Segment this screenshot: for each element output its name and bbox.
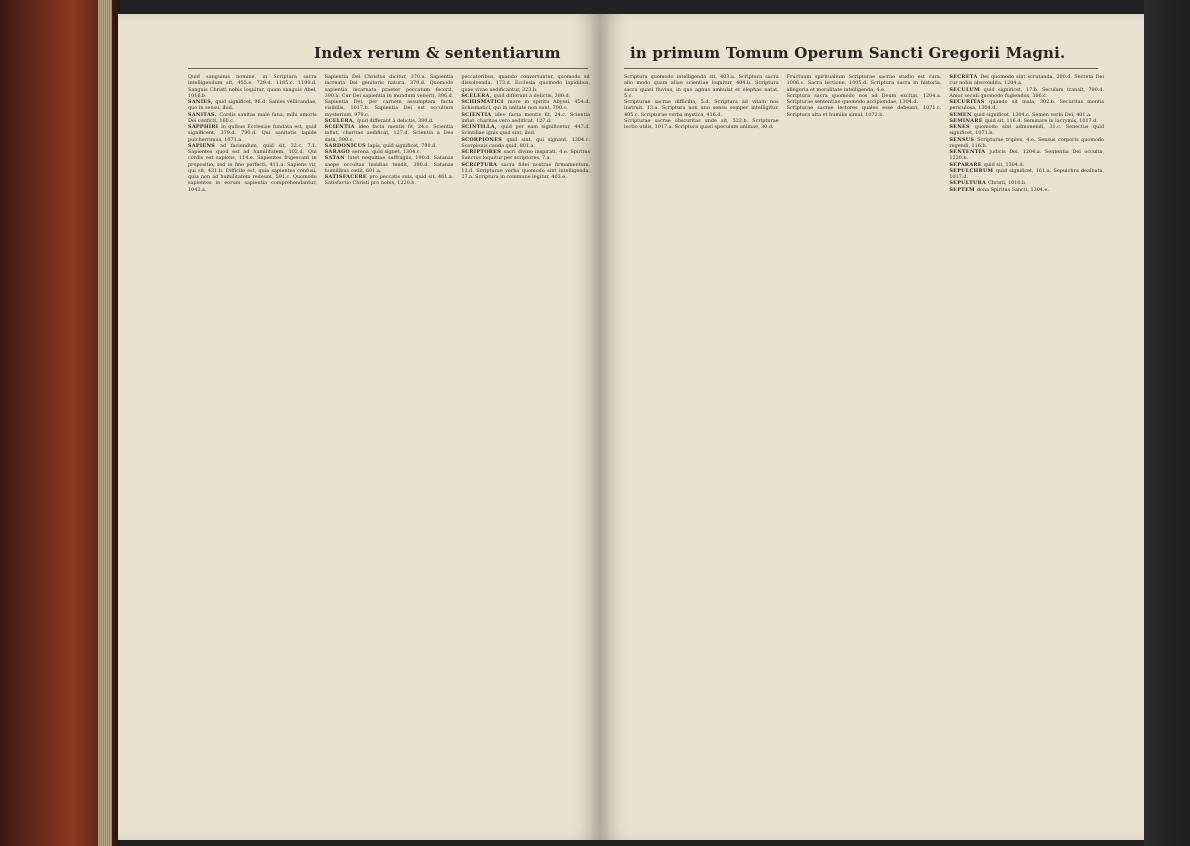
index-lemma: SENES [949,124,975,130]
index-text: Sapientia Dei Christus dicitur, 370.a. Sapientia increata Dei genitoris natura, 379.d. Quomodo sapientia incarnata praeter peccatum fecerit, 390.a. Cur Dei sapientia in mundum venerit, 396.d. Sapientia Dei, per carnem assumptam facta visibilis, 1017.b. Sapientia Dei est occultum mysterium, 979.c. [324,74,454,118]
right-head-rule [624,68,1098,69]
index-text: latet nequitiae suffragiis, 190.d. Satanas saepe occultas insidias tendit, 390.d. Satanas humilibus cedit, 601.a. [324,155,454,174]
index-lemma: SEMEN [949,111,974,118]
index-entry [325,155,454,174]
left-head-rule [188,68,588,69]
index-text: quid significet, 17.b. Seculum transit, 790.d. Amor seculi quomodo fugiendus, 396.c. [949,86,1105,99]
index-entry [188,99,317,112]
index-text: sacra fidei nostrae firmamentum, 13.d. Scripturae verba quomodo sint intelligenda, 27.a. Scriptura in commune legitur, 403.e. [461,161,591,180]
index-text: serena, quid signet, 1304.c. [352,149,422,155]
index-entry [787,74,942,93]
index-text: peccatoribus, quando convertuntur, quomodo sit dissolvenda, 173.d. Ecclesia quomodo lapidibus, quae vivae aedificantur, 323.b. [461,74,591,93]
index-text: Fructuum spiritualium Scripturae sacrae studio est cura, 1006.c. Sacra lectione, 1005.d. Scriptura sacra in historia, allegoria et moralitate intelligenda, 4.e. [786,74,942,93]
index-lemma: SAPPHIRI [188,124,222,130]
left-running-head: Index rerum & sententiarum [314,44,561,62]
index-text: in quibus Ecclesiae fundata est, quid significent, 379.d. 790.d. Qui sanitatis lapide pulcherrimus, 1071.a. [188,124,317,143]
index-text: Quid sanguinis nomine, in Scriptura sacra intelligendum sit, 455.e. 729.d. 1185.c. 1190.d. Sanguis Christi nobis loquitur, quam sanguis Abel, 1016.b. [188,74,317,99]
index-entry [624,74,779,99]
index-entry [188,124,317,143]
index-entry [461,149,590,162]
index-text: ideo facta mentis fit, 24.c. Scientia inflat, charitas vero aedificat, 127.d. [461,111,591,124]
index-entry [949,74,1104,87]
index-lemma: SCELERA, [324,117,357,124]
left-columns [188,74,590,830]
index-entry [461,74,590,93]
index-entry [949,187,1104,193]
index-lemma: SCELERA, [461,92,494,99]
left-column-3 [461,74,590,830]
index-text: sacri divino inspirati, 4.e. Spiritus Sanctus loquitur per scriptores, 7.a. [461,149,591,162]
index-lemma: SATAN [324,155,349,162]
dark-background-edge [1144,0,1190,846]
index-text: Scripturae sacrae lectores quales esse debeant, 1071.c. Scriptura alta et humilis simul, 1072.b. [786,105,942,118]
index-lemma: SECRETA [949,74,981,80]
book-spine-edge [0,0,120,846]
index-lemma: SCINTILLA, [461,124,501,130]
index-text: Scripturae triplex, 4.e. Sensus corporis quomodo regendi, 116.b. [949,136,1104,149]
index-text: quid differant à delictis, 380.d. [493,92,571,99]
left-column-1 [188,74,317,830]
right-page [600,14,1148,840]
index-text: more in spiritu Abyssi, 454.d. Schismatici, qui in unitate non sunt, 790.c. [461,99,591,112]
index-entry [949,168,1104,181]
index-text: dona Spiritus Sancti, 1304.e. [976,186,1049,193]
index-lemma: SARDONICUS [324,142,369,149]
index-entry [787,105,942,118]
index-lemma: SCRIPTURA [461,161,502,168]
index-entry [461,137,590,150]
right-running-head: in primum Tomum Operum Sancti Gregorii Magni. [630,44,1066,62]
index-text: lapis, quid significet, 790.d. [368,142,437,149]
index-text: quid significet, 161.a. Sepulchra dealbata, 1017.d. [949,167,1105,180]
left-column-2 [325,74,454,830]
right-column-1 [624,74,779,830]
index-lemma: SCHISMATICI [461,99,508,105]
index-lemma: SANIES, [188,99,216,105]
index-entry [461,112,590,125]
index-lemma: SEPTEM [949,186,977,193]
index-lemma: SENSUS [949,136,978,143]
index-entry [188,112,317,125]
right-column-3 [949,74,1104,830]
index-lemma: SATISFACERE [324,174,370,180]
index-lemma: SCRIPTORES [461,149,504,155]
right-column-2 [787,74,942,830]
index-text: quomodo sint admonendi, 31.c. Senectus quid significet, 1071.b. [949,124,1105,137]
index-text: quid sint, qui signant, 1304.c. Scorpionis cauda quid, 801.a. [461,136,590,149]
index-text: Dei quomodo sint scrutanda, 200.d. Secreta Dei cur nobis abscondita, 1204.a. [949,74,1105,87]
index-lemma: SENTENTIA [949,149,990,155]
index-entry [949,99,1104,112]
index-text: quid per eam significetur, 447.d. Scintillae ignis quid sint, ibid. [461,124,590,137]
index-lemma: SEPULTURA [949,180,989,187]
index-lemma: SEPARARE [949,161,984,168]
index-entry [461,124,590,137]
index-text: pro peccatis suis, quid sit, 461.a. Satisfactio Christi pro nobis, 1220.b. [324,174,454,187]
index-entry [188,74,317,99]
index-entry [188,143,317,193]
index-text: ideo facta mentis fit, 24.c. Scientia inflat, charitas aedificat, 127.d. Scientia a Deo data, 390.c. [324,124,454,143]
index-text: Scriptura sacra quomodo nos ad Deum excitat, 1204.a. Scripturae sententiae quomodo accipiendae, 1304.d. [786,92,942,105]
index-entry [624,118,779,131]
index-entry [949,149,1104,162]
index-entry [325,174,454,187]
index-entry [949,87,1104,100]
index-entry [624,99,779,118]
index-entry [461,99,590,112]
index-text: Scripturae sacrae difficilia, 5.d. Scriptura ad vitam nos instruit, 13.a. Scriptura non uno sensu semper intelligitur, 405.c. Scripturae verba mystica, 416.d. [624,99,779,118]
index-lemma: SCORPIONES [461,136,507,143]
index-text: quid differant à delictis, 380.d. [356,117,434,124]
index-text: quando sit mala, 302.b. Securitas mentis periculosa, 1304.d. [949,99,1105,112]
index-lemma: SEMINARE [949,117,985,124]
index-lemma: SECULUM [949,86,984,93]
index-text: quid significet, 1304.c. Semen verbi Dei, 401.a. [973,111,1092,118]
index-text: quid significet, 96.d. Sanies vellicandae, quo in sensu, ibid. [188,99,317,112]
index-entry [325,124,454,143]
right-columns [624,74,1104,830]
index-entry [949,124,1104,137]
index-lemma: SECURITAS [949,99,990,105]
index-lemma: SARAGO [324,149,353,155]
left-page [118,14,600,840]
index-lemma: SANITAS. [188,111,220,118]
index-text: Christi, 1016.b. [988,180,1027,187]
index-text: quid sit, 116.d. Seminare in lacrymis, 1017.d. [984,117,1098,124]
index-lemma: SEPULCHRUM [949,167,996,174]
index-entry [949,137,1104,150]
index-lemma: SCIENTIA [461,111,496,118]
index-text: Scriptura quomodo intelligenda sit, 403.a. Scriptura sacra alio modo quam aliae scientiae loquitur, 404.b. Scriptura sacra quasi fluvius, in quo agnus ambulat et elephas natat, 5.c. [624,74,779,99]
index-text: quid sit, 1304.d. [983,161,1025,168]
index-text: Scripturae sacrae obscuritas unde sit, 522.b. Scripturae lectio utilis, 1017.a. Scriptura quasi speculum animae, 30.d. [624,117,779,130]
index-text: Cordis sanitas malè fana, mihi amoris Dei conficit, 160.c. [188,111,317,124]
index-text: ad faciendum, quid sit, 32.c. 7.1. Sapientes quod est ad humilitatem, 102.d. Qui cordis est sapiens, 114.e. Sapientes frigescant in propositio, sed in fine perfecti, 411.a. Sapiens vir, qui sit, 431.b. Difficile est, quia sapientes confusi, quia non ad humilitatem redeunt, 591.c. Quomodo sapientes in eorum sapientia comprehendantur, 1042.a. [188,142,317,193]
index-lemma: SCIENTIA [324,124,359,130]
index-text: judicis Dei, 1204.a. Sententia Dei occulta, 1220.b. [949,149,1105,162]
index-entry [461,162,590,181]
index-lemma: SAPIENS [188,142,221,149]
index-entry [325,74,454,118]
index-entry [787,93,942,106]
